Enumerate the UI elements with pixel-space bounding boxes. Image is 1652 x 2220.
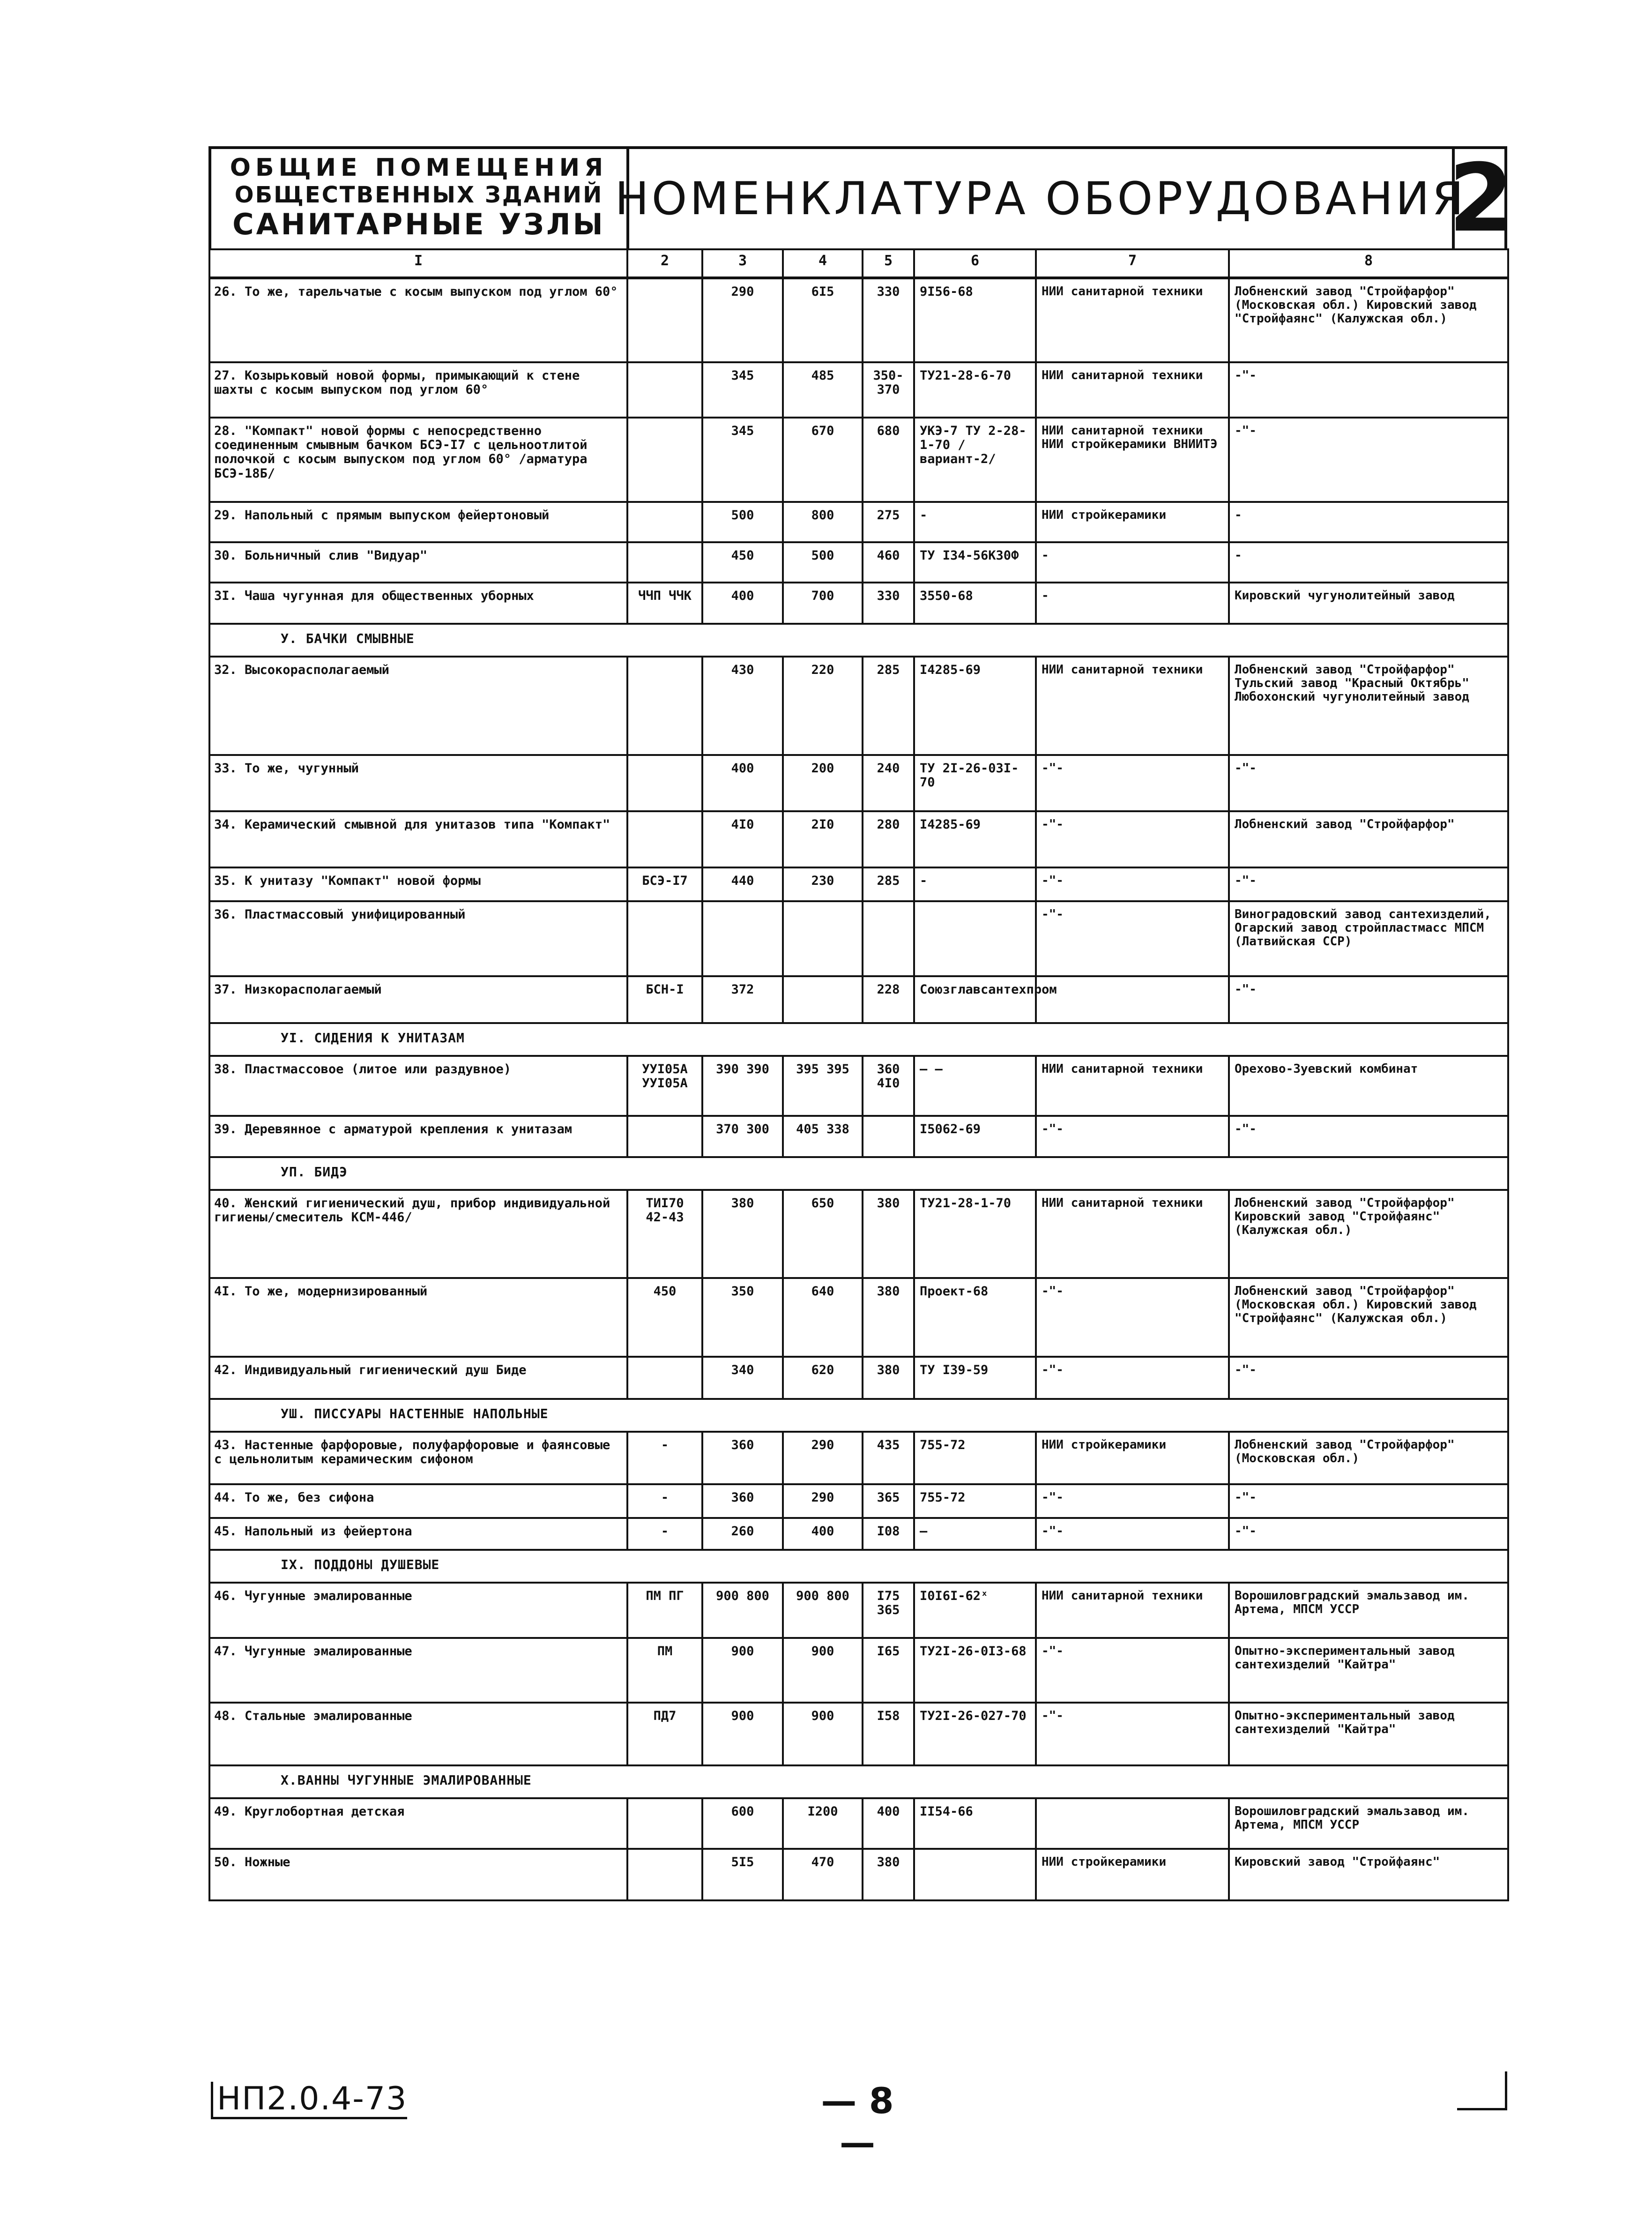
dimension-5: I08 [863, 1518, 914, 1550]
manufacturer: - [1229, 542, 1508, 583]
item-name: 48. Стальные эмалированные [209, 1703, 627, 1765]
developer: -"- [1036, 1638, 1229, 1703]
table-row [209, 1849, 1508, 1900]
standard: - [914, 502, 1036, 542]
dimension-4: I200 [783, 1798, 863, 1849]
dimension-5: 275 [863, 502, 914, 542]
table-row [209, 1116, 1508, 1157]
standard: ТУ I39-59 [914, 1357, 1036, 1399]
column-header: I [209, 249, 627, 278]
table-row [209, 278, 1508, 362]
dimension-4: 6I5 [783, 278, 863, 362]
dimension-4: 650 [783, 1190, 863, 1278]
dimension-3: 900 800 [702, 1583, 783, 1638]
page-title: НОМЕНКЛАТУРА ОБОРУДОВАНИЯ [615, 172, 1466, 225]
item-mark: ТИI70 42-43 [627, 1190, 702, 1278]
manufacturer: -"- [1229, 362, 1508, 418]
manufacturer: Лобненский завод "Стройфарфор" (Московская обл.) Кировский завод "Стройфаянс" (Калужская обл.) [1229, 278, 1508, 362]
developer: НИИ санитарной техники [1036, 278, 1229, 362]
dimension-3: 360 [702, 1432, 783, 1484]
category-line-2: ОБЩЕСТВЕННЫХ ЗДАНИЙ [234, 182, 603, 208]
dimension-4: 900 800 [783, 1583, 863, 1638]
dimension-4: 290 [783, 1432, 863, 1484]
developer: -"- [1036, 867, 1229, 901]
dimension-3: 440 [702, 867, 783, 901]
item-mark [627, 755, 702, 811]
item-name: 43. Настенные фарфоровые, полуфарфоровые и фаянсовые с цельнолитым керамическим сифоном [209, 1432, 627, 1484]
corner-mark [1457, 2071, 1507, 2110]
table-row [209, 502, 1508, 542]
item-mark: 450 [627, 1278, 702, 1357]
dimension-3: 600 [702, 1798, 783, 1849]
dimension-3: 450 [702, 542, 783, 583]
item-name: 26. То же, тарельчатые с косым выпуском под углом 60° [209, 278, 627, 362]
table-body [209, 249, 1508, 1900]
developer: -"- [1036, 1357, 1229, 1399]
dimension-5: 280 [863, 811, 914, 867]
manufacturer: -"- [1229, 755, 1508, 811]
table-row [209, 811, 1508, 867]
item-name: 4I. То же, модернизированный [209, 1278, 627, 1357]
standard: - [914, 867, 1036, 901]
item-name: 42. Индивидуальный гигиенический душ Биде [209, 1357, 627, 1399]
item-mark [627, 418, 702, 502]
item-mark: - [627, 1432, 702, 1484]
item-name: 30. Больничный слив "Видуар" [209, 542, 627, 583]
section-row [209, 1157, 1508, 1190]
dimension-4: 900 [783, 1638, 863, 1703]
section-row [209, 1023, 1508, 1056]
manufacturer: Лобненский завод "Стройфарфор" [1229, 811, 1508, 867]
table-row [209, 976, 1508, 1023]
item-name: 27. Козырьковый новой формы, примыкающий к стене шахты с косым выпуском под углом 60° [209, 362, 627, 418]
table-row [209, 1798, 1508, 1849]
dimension-3: 345 [702, 362, 783, 418]
manufacturer: -"- [1229, 418, 1508, 502]
dimension-4 [783, 901, 863, 976]
standard: ТУ2I-26-027-70 [914, 1703, 1036, 1765]
table-row [209, 755, 1508, 811]
dimension-5: I65 [863, 1638, 914, 1703]
dimension-3: 345 [702, 418, 783, 502]
table-row [209, 1583, 1508, 1638]
manufacturer: Опытно-экспериментальный завод сантехизделий "Кайтра" [1229, 1638, 1508, 1703]
developer: НИИ санитарной техники [1036, 1056, 1229, 1116]
table-row [209, 1056, 1508, 1116]
table-row [209, 867, 1508, 901]
table-row [209, 1484, 1508, 1518]
standard: Проект-68 [914, 1278, 1036, 1357]
item-name: 45. Напольный из фейертона [209, 1518, 627, 1550]
dimension-5 [863, 1116, 914, 1157]
manufacturer: Лобненский завод "Стройфарфор" Тульский завод "Красный Октябрь" Любохонский чугунолитейный завод [1229, 657, 1508, 755]
dimension-5: I58 [863, 1703, 914, 1765]
item-mark [627, 542, 702, 583]
item-name: 32. Высокорасполагаемый [209, 657, 627, 755]
column-header: 7 [1036, 249, 1229, 278]
item-mark: ЧЧП ЧЧК [627, 583, 702, 624]
developer: НИИ санитарной техники НИИ стройкерамики ВНИИТЭ [1036, 418, 1229, 502]
dimension-4: 500 [783, 542, 863, 583]
dimension-3: 350 [702, 1278, 783, 1357]
dimension-4: 620 [783, 1357, 863, 1399]
dimension-5: 240 [863, 755, 914, 811]
standard: ТУ21-28-1-70 [914, 1190, 1036, 1278]
table-row [209, 542, 1508, 583]
standard: I0I6I-62ˣ [914, 1583, 1036, 1638]
item-name: 34. Керамический смывной для унитазов типа "Компакт" [209, 811, 627, 867]
item-mark [627, 1849, 702, 1900]
item-mark [627, 502, 702, 542]
section-row [209, 1765, 1508, 1798]
manufacturer: -"- [1229, 1116, 1508, 1157]
column-header: 5 [863, 249, 914, 278]
dimension-5: 400 [863, 1798, 914, 1849]
dimension-4: 640 [783, 1278, 863, 1357]
standard: II54-66 [914, 1798, 1036, 1849]
column-header: 2 [627, 249, 702, 278]
developer: -"- [1036, 1518, 1229, 1550]
dimension-3: 380 [702, 1190, 783, 1278]
standard: I4285-69 [914, 811, 1036, 867]
table-row [209, 1278, 1508, 1357]
dimension-3: 360 [702, 1484, 783, 1518]
table-row [209, 1638, 1508, 1703]
standard: Союзглавсантехпром [914, 976, 1036, 1023]
dimension-3: 390 390 [702, 1056, 783, 1116]
manufacturer: Орехово-Зуевский комбинат [1229, 1056, 1508, 1116]
manufacturer: Кировский чугунолитейный завод [1229, 583, 1508, 624]
item-name: 47. Чугунные эмалированные [209, 1638, 627, 1703]
item-mark [627, 657, 702, 755]
dimension-5: 228 [863, 976, 914, 1023]
table-row [209, 1703, 1508, 1765]
item-name: 46. Чугунные эмалированные [209, 1583, 627, 1638]
section-title: IX. ПОДДОНЫ ДУШЕВЫЕ [209, 1550, 1508, 1583]
column-header: 3 [702, 249, 783, 278]
dimension-4: 230 [783, 867, 863, 901]
dimension-5: 285 [863, 657, 914, 755]
manufacturer: Кировский завод "Стройфаянс" [1229, 1849, 1508, 1900]
standard: 9I56-68 [914, 278, 1036, 362]
developer: НИИ санитарной техники [1036, 657, 1229, 755]
developer: НИИ санитарной техники [1036, 1583, 1229, 1638]
category-line-1: ОБЩИЕ ПОМЕЩЕНИЯ [230, 154, 608, 182]
section-number: 2 [1448, 144, 1514, 253]
category-block [211, 149, 629, 248]
dimension-5: 380 [863, 1190, 914, 1278]
item-name: 44. То же, без сифона [209, 1484, 627, 1518]
dimension-4: 200 [783, 755, 863, 811]
section-title: УП. БИДЭ [209, 1157, 1508, 1190]
dimension-4: 800 [783, 502, 863, 542]
developer: НИИ стройкерамики [1036, 1849, 1229, 1900]
developer: НИИ санитарной техники [1036, 1190, 1229, 1278]
dimension-5: 460 [863, 542, 914, 583]
developer: -"- [1036, 755, 1229, 811]
manufacturer: Лобненский завод "Стройфарфор" Кировский завод "Стройфаянс" (Калужская обл.) [1229, 1190, 1508, 1278]
standard [914, 1849, 1036, 1900]
manufacturer: -"- [1229, 1484, 1508, 1518]
standard: УКЭ-7 ТУ 2-28-1-70 /вариант-2/ [914, 418, 1036, 502]
table-row [209, 901, 1508, 976]
dimension-5: 330 [863, 583, 914, 624]
item-name: 28. "Компакт" новой формы с непосредственно соединенным смывным бачком БСЭ-I7 с цельноотлитой полочкой с косым выпуском под углом 60° /арматура БСЭ-18Б/ [209, 418, 627, 502]
item-name: 29. Напольный с прямым выпуском фейертоновый [209, 502, 627, 542]
section-title: Х.ВАННЫ ЧУГУННЫЕ ЭМАЛИРОВАННЫЕ [209, 1765, 1508, 1798]
dimension-3: 400 [702, 583, 783, 624]
item-mark [627, 811, 702, 867]
dimension-3: 340 [702, 1357, 783, 1399]
dimension-5 [863, 901, 914, 976]
table-row [209, 1190, 1508, 1278]
standard: 755-72 [914, 1484, 1036, 1518]
dimension-5: 680 [863, 418, 914, 502]
dimension-3: 370 300 [702, 1116, 783, 1157]
manufacturer: -"- [1229, 1357, 1508, 1399]
standard: 3550-68 [914, 583, 1036, 624]
item-mark [627, 362, 702, 418]
standard: ТУ2I-26-0I3-68 [914, 1638, 1036, 1703]
dimension-4: 2I0 [783, 811, 863, 867]
dimension-4: 700 [783, 583, 863, 624]
item-name: 38. Пластмассовое (литое или раздувное) [209, 1056, 627, 1116]
column-header-row [209, 249, 1508, 278]
dimension-4: 395 395 [783, 1056, 863, 1116]
standard: ТУ I34-56К30Ф [914, 542, 1036, 583]
table-row [209, 583, 1508, 624]
manufacturer: Ворошиловградский эмальзавод им. Артема, МПСМ УССР [1229, 1583, 1508, 1638]
manufacturer: -"- [1229, 976, 1508, 1023]
dimension-3: 500 [702, 502, 783, 542]
dimension-5: 360 4I0 [863, 1056, 914, 1116]
dimension-4 [783, 976, 863, 1023]
standard: 755-72 [914, 1432, 1036, 1484]
table-row [209, 362, 1508, 418]
developer: - [1036, 583, 1229, 624]
manufacturer: -"- [1229, 867, 1508, 901]
item-name: 50. Ножные [209, 1849, 627, 1900]
developer: НИИ санитарной техники [1036, 362, 1229, 418]
manufacturer: Лобненский завод "Стройфарфор" (Московская обл.) [1229, 1432, 1508, 1484]
item-name: 49. Круглобортная детская [209, 1798, 627, 1849]
dimension-3: 260 [702, 1518, 783, 1550]
item-mark: ПД7 [627, 1703, 702, 1765]
item-mark: БСН-I [627, 976, 702, 1023]
standard: ТУ21-28-6-70 [914, 362, 1036, 418]
dimension-5: 365 [863, 1484, 914, 1518]
developer: НИИ стройкерамики [1036, 502, 1229, 542]
item-name: 35. К унитазу "Компакт" новой формы [209, 867, 627, 901]
manufacturer: Ворошиловградский эмальзавод им. Артема, МПСМ УССР [1229, 1798, 1508, 1849]
page-number: — 8 — [821, 2080, 894, 2163]
dimension-4: 290 [783, 1484, 863, 1518]
item-mark [627, 1116, 702, 1157]
item-name: 37. Низкорасполагаемый [209, 976, 627, 1023]
dimension-4: 470 [783, 1849, 863, 1900]
dimension-5: I75 365 [863, 1583, 914, 1638]
dimension-3: 400 [702, 755, 783, 811]
dimension-4: 405 338 [783, 1116, 863, 1157]
dimension-3 [702, 901, 783, 976]
dimension-3: 290 [702, 278, 783, 362]
dimension-3: 900 [702, 1638, 783, 1703]
dimension-5: 350-370 [863, 362, 914, 418]
manufacturer: -"- [1229, 1518, 1508, 1550]
standard: – [914, 1518, 1036, 1550]
item-name: 40. Женский гигиенический душ, прибор индивидуальной гигиены/смеситель КСМ-446/ [209, 1190, 627, 1278]
category-line-3: САНИТАРНЫЕ УЗЛЫ [232, 207, 605, 241]
dimension-4: 485 [783, 362, 863, 418]
table-row [209, 418, 1508, 502]
item-mark [627, 1357, 702, 1399]
document-code: НП2.0.4-73 [211, 2082, 407, 2119]
item-mark: - [627, 1518, 702, 1550]
developer: -"- [1036, 811, 1229, 867]
dimension-5: 330 [863, 278, 914, 362]
standard: – – [914, 1056, 1036, 1116]
section-row [209, 1550, 1508, 1583]
dimension-3: 4I0 [702, 811, 783, 867]
item-mark: БСЭ-I7 [627, 867, 702, 901]
dimension-3: 900 [702, 1703, 783, 1765]
developer: НИИ стройкерамики [1036, 1432, 1229, 1484]
item-mark [627, 901, 702, 976]
item-mark: ПМ ПГ [627, 1583, 702, 1638]
dimension-3: 372 [702, 976, 783, 1023]
dimension-5: 380 [863, 1849, 914, 1900]
item-name: 39. Деревянное с арматурой крепления к унитазам [209, 1116, 627, 1157]
developer: -"- [1036, 1703, 1229, 1765]
section-title: УШ. ПИССУАРЫ НАСТЕННЫЕ НАПОЛЬНЫЕ [209, 1399, 1508, 1432]
dimension-4: 220 [783, 657, 863, 755]
section-row [209, 1399, 1508, 1432]
dimension-5: 380 [863, 1278, 914, 1357]
equipment-table [208, 248, 1509, 1901]
developer: -"- [1036, 1278, 1229, 1357]
developer [1036, 1798, 1229, 1849]
item-mark: УУI05А УУI05А [627, 1056, 702, 1116]
item-mark: - [627, 1484, 702, 1518]
item-mark [627, 278, 702, 362]
section-title: УI. СИДЕНИЯ К УНИТАЗАМ [209, 1023, 1508, 1056]
dimension-4: 670 [783, 418, 863, 502]
table-row [209, 1518, 1508, 1550]
item-name: 3I. Чаша чугунная для общественных уборных [209, 583, 627, 624]
table-row [209, 1432, 1508, 1484]
item-name: 36. Пластмассовый унифицированный [209, 901, 627, 976]
standard: I4285-69 [914, 657, 1036, 755]
standard: ТУ 2I-26-03I-70 [914, 755, 1036, 811]
column-header: 8 [1229, 249, 1508, 278]
dimension-3: 5I5 [702, 1849, 783, 1900]
dimension-4: 900 [783, 1703, 863, 1765]
column-header: 4 [783, 249, 863, 278]
dimension-3: 430 [702, 657, 783, 755]
developer: -"- [1036, 901, 1229, 976]
dimension-5: 435 [863, 1432, 914, 1484]
manufacturer: Виноградовский завод сантехизделий, Огарский завод стройпластмасс МПСМ (Латвийская ССР) [1229, 901, 1508, 976]
developer: -"- [1036, 1484, 1229, 1518]
item-name: 33. То же, чугунный [209, 755, 627, 811]
standard [914, 901, 1036, 976]
manufacturer: Опытно-экспериментальный завод сантехизделий "Кайтра" [1229, 1703, 1508, 1765]
table-row [209, 657, 1508, 755]
dimension-5: 285 [863, 867, 914, 901]
manufacturer: - [1229, 502, 1508, 542]
dimension-4: 400 [783, 1518, 863, 1550]
manufacturer: Лобненский завод "Стройфарфор" (Московская обл.) Кировский завод "Стройфаянс" (Калужская обл.) [1229, 1278, 1508, 1357]
title-block [208, 144, 1514, 253]
developer [1036, 976, 1229, 1023]
item-mark: ПМ [627, 1638, 702, 1703]
developer: -"- [1036, 1116, 1229, 1157]
standard: I5062-69 [914, 1116, 1036, 1157]
dimension-5: 380 [863, 1357, 914, 1399]
table-row [209, 1357, 1508, 1399]
column-header: 6 [914, 249, 1036, 278]
developer: - [1036, 542, 1229, 583]
section-row [209, 624, 1508, 657]
section-title: У. БАЧКИ СМЫВНЫЕ [209, 624, 1508, 657]
item-mark [627, 1798, 702, 1849]
